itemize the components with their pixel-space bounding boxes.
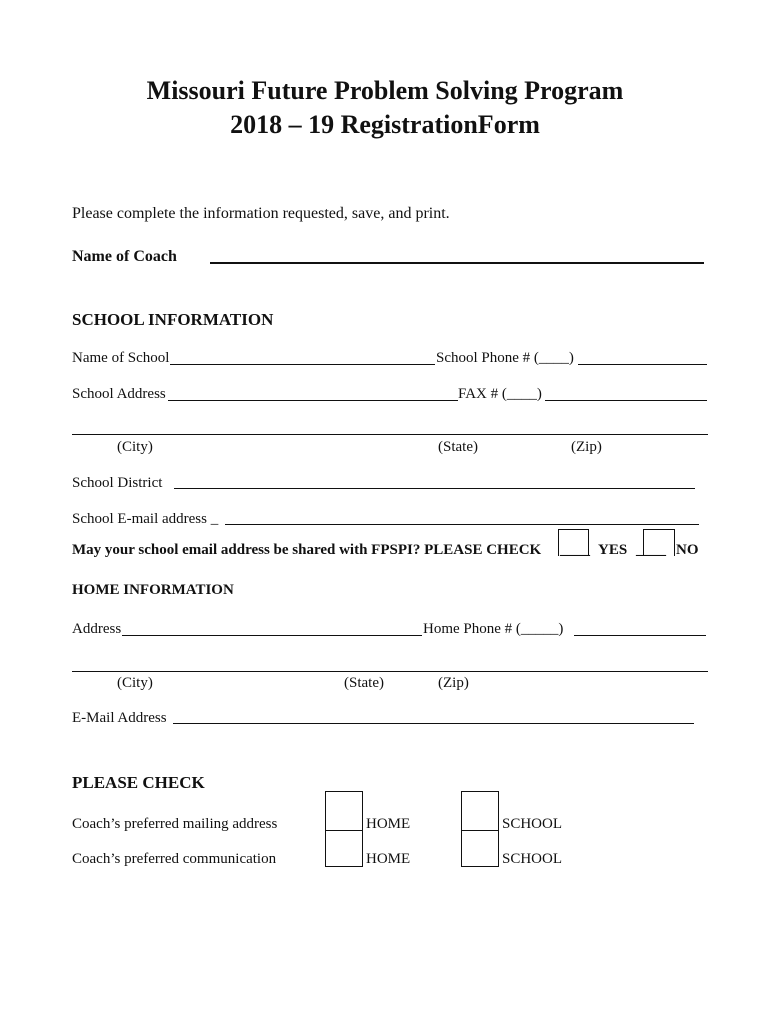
school-address-label: School Address xyxy=(72,386,166,402)
school-phone-label: School Phone # (____) xyxy=(436,350,574,366)
mailing-school-checkbox[interactable] xyxy=(461,791,499,831)
home-zip-label: (Zip) xyxy=(438,675,469,691)
coach-name-underline xyxy=(210,262,704,264)
communication-school-checkbox[interactable] xyxy=(461,830,499,867)
home-address-field[interactable] xyxy=(124,620,419,635)
mailing-home-label: HOME xyxy=(366,816,411,832)
home-city-state-zip-underline xyxy=(72,671,708,672)
home-email-field[interactable] xyxy=(175,708,691,723)
school-name-label: Name of School xyxy=(72,350,170,366)
school-info-heading: SCHOOL INFORMATION xyxy=(72,310,274,329)
home-city-label: (City) xyxy=(117,675,153,691)
home-state-label: (State) xyxy=(344,675,384,691)
please-check-heading: PLEASE CHECK xyxy=(72,773,205,792)
mailing-home-checkbox[interactable] xyxy=(325,791,363,831)
school-fax-underline xyxy=(545,400,707,401)
communication-label: Coach’s preferred communication xyxy=(72,851,277,867)
communication-home-checkbox[interactable] xyxy=(325,830,363,867)
home-city-state-zip-field[interactable] xyxy=(74,656,704,671)
school-phone-field[interactable] xyxy=(580,349,704,364)
form-title-line1: Missouri Future Problem Solving Program xyxy=(146,76,624,105)
communication-home-label: HOME xyxy=(366,851,411,867)
home-address-label: Address xyxy=(72,621,122,637)
share-yes-label: YES xyxy=(598,542,628,558)
school-name-underline xyxy=(170,364,435,365)
school-email-field[interactable] xyxy=(227,509,697,524)
mailing-school-label: SCHOOL xyxy=(502,816,563,832)
school-email-underline xyxy=(225,524,699,525)
home-email-underline xyxy=(173,723,694,724)
school-zip-label: (Zip) xyxy=(571,439,602,455)
instructions-text: Please complete the information requested, save, and print. xyxy=(72,205,450,222)
school-address-underline xyxy=(168,400,458,401)
school-district-field[interactable] xyxy=(176,473,692,488)
school-phone-underline xyxy=(578,364,707,365)
form-title-line2: 2018 – 19 RegistrationForm xyxy=(230,110,540,139)
share-no-label: NO xyxy=(676,542,699,558)
school-district-underline xyxy=(174,488,695,489)
school-name-field[interactable] xyxy=(172,349,432,364)
mailing-address-label: Coach’s preferred mailing address xyxy=(72,816,278,832)
school-email-label: School E-mail address _ xyxy=(72,511,219,527)
school-city-state-zip-underline xyxy=(72,434,708,435)
school-state-label: (State) xyxy=(438,439,478,455)
coach-name-field[interactable] xyxy=(212,246,702,262)
share-email-question: May your school email address be shared with FPSPI? PLEASE CHECK xyxy=(72,542,542,558)
school-district-label: School District xyxy=(72,475,163,491)
home-info-heading: HOME INFORMATION xyxy=(72,582,234,598)
share-no-prefix: ____ xyxy=(636,542,666,558)
school-city-state-zip-field[interactable] xyxy=(74,419,704,434)
communication-school-label: SCHOOL xyxy=(502,851,563,867)
home-phone-label: Home Phone # (_____) xyxy=(423,621,564,637)
school-city-label: (City) xyxy=(117,439,153,455)
school-fax-label: FAX # (____) xyxy=(458,386,542,402)
share-yes-prefix: ____ xyxy=(560,542,590,558)
home-address-underline xyxy=(122,635,422,636)
home-email-label: E-Mail Address xyxy=(72,710,167,726)
coach-name-label: Name of Coach xyxy=(72,248,177,265)
home-phone-field[interactable] xyxy=(576,620,704,635)
school-fax-field[interactable] xyxy=(547,385,705,400)
school-address-field[interactable] xyxy=(170,385,454,400)
home-phone-underline xyxy=(574,635,706,636)
